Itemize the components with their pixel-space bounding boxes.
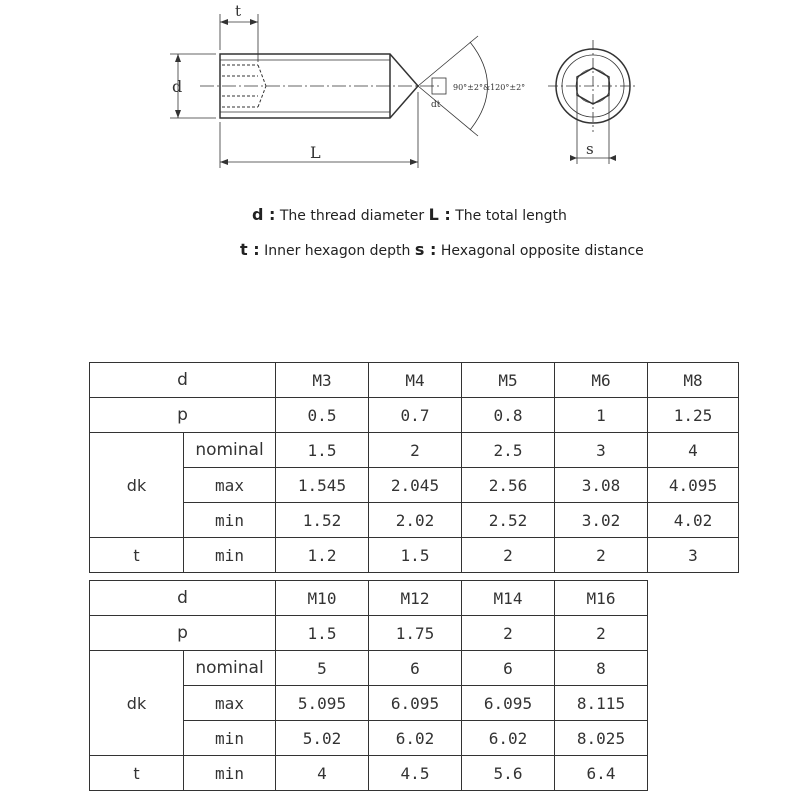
label-angle: 90°±2°&120°±2° (453, 83, 526, 92)
table-cell: 2.56 (462, 468, 555, 503)
table-cell: 6.02 (369, 721, 462, 756)
table-cell: 6.4 (555, 756, 648, 791)
table-cell: 6.095 (369, 686, 462, 721)
label-dt: dt (431, 100, 441, 110)
header-t: t (90, 756, 184, 791)
spec-table-2 (89, 580, 648, 791)
table-cell: M12 (369, 581, 462, 616)
table-row (90, 538, 739, 573)
set-screw-diagram (0, 0, 800, 200)
table-cell: 6 (369, 651, 462, 686)
table-cell: 4.5 (369, 756, 462, 791)
table-cell: 4.095 (648, 468, 739, 503)
table-cell: 3.02 (555, 503, 648, 538)
table-cell: M8 (648, 363, 739, 398)
table-cell: 3 (648, 538, 739, 573)
header-nominal: nominal (184, 433, 276, 468)
table-row (90, 468, 739, 503)
table-cell: 1.5 (276, 616, 369, 651)
header-t-min: min (184, 538, 276, 573)
table-cell: 6.095 (462, 686, 555, 721)
label-d: d (172, 77, 183, 96)
table-cell: 6.02 (462, 721, 555, 756)
label-s: s (586, 140, 594, 158)
table-row (90, 363, 739, 398)
legend-s-text: Hexagonal opposite distance (440, 243, 644, 259)
table-row (90, 651, 648, 686)
header-max: max (184, 686, 276, 721)
legend-t-symbol: t : (240, 240, 260, 259)
header-nominal: nominal (184, 651, 276, 686)
table-cell: 2 (462, 538, 555, 573)
table-cell: 2 (369, 433, 462, 468)
table-cell: 1.75 (369, 616, 462, 651)
table-row (90, 581, 648, 616)
table-cell: 8.115 (555, 686, 648, 721)
legend-L-text: The total length (455, 208, 567, 224)
header-max: max (184, 468, 276, 503)
label-t: t (235, 2, 242, 20)
table-row (90, 503, 739, 538)
table-cell: 4.02 (648, 503, 739, 538)
header-min: min (184, 503, 276, 538)
table-row (90, 756, 648, 791)
legend-d-text: The thread diameter (279, 208, 425, 224)
table-cell: 3 (555, 433, 648, 468)
table-cell: 5.02 (276, 721, 369, 756)
table-cell: 1.545 (276, 468, 369, 503)
legend-t-text: Inner hexagon depth (264, 243, 411, 259)
table-cell: 1.2 (276, 538, 369, 573)
table-cell: M4 (369, 363, 462, 398)
table-cell: 8.025 (555, 721, 648, 756)
table-row (90, 398, 739, 433)
spec-table-1 (89, 362, 739, 573)
table-row (90, 616, 648, 651)
table-cell: 1.52 (276, 503, 369, 538)
table-cell: 0.7 (369, 398, 462, 433)
table-cell: 5.6 (462, 756, 555, 791)
legend-s-symbol: s : (414, 240, 437, 259)
table-cell: M10 (276, 581, 369, 616)
table-cell: 1.25 (648, 398, 739, 433)
table-cell: M16 (555, 581, 648, 616)
table-cell: 8 (555, 651, 648, 686)
table-cell: 2 (555, 538, 648, 573)
table-cell: 1 (555, 398, 648, 433)
header-t-min: min (184, 756, 276, 791)
table-cell: 1.5 (276, 433, 369, 468)
header-dk: dk (90, 651, 184, 756)
table-cell: 4 (276, 756, 369, 791)
table-cell: 2 (462, 616, 555, 651)
table-cell: M14 (462, 581, 555, 616)
header-min: min (184, 721, 276, 756)
header-p: p (90, 398, 276, 433)
table-cell: 5 (276, 651, 369, 686)
table-cell: 5.095 (276, 686, 369, 721)
table-cell: 3.08 (555, 468, 648, 503)
table-cell: 2.02 (369, 503, 462, 538)
header-dk: dk (90, 433, 184, 538)
legend-L-symbol: L : (428, 205, 451, 224)
header-d: d (90, 363, 276, 398)
table-cell: 2.5 (462, 433, 555, 468)
table-cell: M5 (462, 363, 555, 398)
table-cell: 0.5 (276, 398, 369, 433)
table-cell: M3 (276, 363, 369, 398)
table-cell: 2 (555, 616, 648, 651)
table-cell: 4 (648, 433, 739, 468)
table-cell: 0.8 (462, 398, 555, 433)
table-row (90, 433, 739, 468)
header-d: d (90, 581, 276, 616)
label-L: L (310, 143, 321, 162)
header-p: p (90, 616, 276, 651)
legend-d-symbol: d : (252, 205, 276, 224)
table-cell: 2.52 (462, 503, 555, 538)
table-cell: 2.045 (369, 468, 462, 503)
table-cell: 1.5 (369, 538, 462, 573)
table-cell: 6 (462, 651, 555, 686)
table-cell: M6 (555, 363, 648, 398)
header-t: t (90, 538, 184, 573)
